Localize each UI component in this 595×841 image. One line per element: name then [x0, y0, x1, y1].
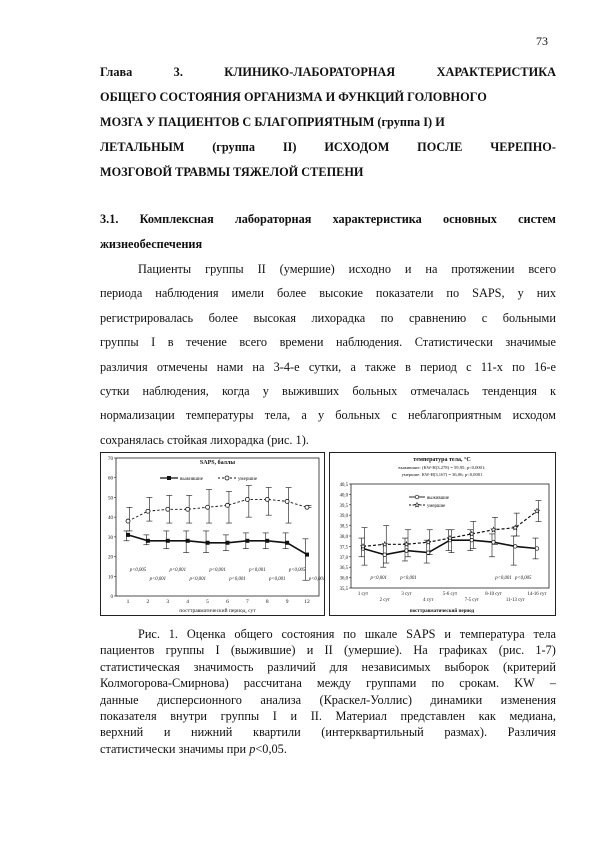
word: сутки	[100, 383, 130, 398]
word: динамики	[430, 692, 483, 707]
word: Материал	[335, 708, 387, 723]
p-value-label: p<0,001	[169, 568, 186, 573]
word: них	[536, 286, 556, 301]
y-tick-label: 39,0	[339, 514, 348, 520]
y-tick-label: 10	[108, 575, 113, 581]
word: с	[481, 310, 488, 325]
data-point	[265, 539, 269, 543]
text-line	[100, 207, 556, 232]
word: (умершие).	[343, 643, 403, 658]
p-value-label: p<0,001	[249, 568, 266, 573]
x-tick-label: 3 сут	[401, 592, 412, 597]
word: период	[420, 359, 457, 374]
plot-area	[116, 458, 319, 596]
y-tick-label: 37,5	[339, 545, 348, 551]
text-line	[100, 85, 556, 110]
text-line	[100, 110, 556, 135]
data-point	[126, 533, 130, 537]
word: графиках	[438, 643, 488, 658]
word: а	[350, 359, 356, 374]
legend-label: выжившие	[180, 477, 203, 482]
p-value-label: p<0,005	[288, 568, 306, 573]
data-point	[285, 499, 289, 503]
x-tick-label: 9	[285, 599, 289, 605]
data-point	[166, 539, 170, 543]
word: больными	[502, 310, 556, 325]
y-tick-label: 38,5	[339, 524, 348, 530]
x-tick-label: 4	[186, 599, 190, 605]
text-line	[100, 306, 556, 330]
word: больных	[335, 408, 381, 423]
kw-label: выжившие: (KW-H(3,278) = 59,95; p<0,0001;	[398, 465, 486, 470]
word: ХАРАКТЕРИСТИКА	[436, 65, 556, 79]
word: сравнению	[408, 310, 467, 325]
word: неблагоприятным	[408, 408, 502, 423]
data-point	[186, 539, 190, 543]
word: (критерий	[503, 659, 556, 674]
word: 1-7)	[535, 643, 556, 658]
data-point	[225, 541, 229, 545]
legend-label: умершие	[427, 504, 446, 509]
word: систем	[518, 212, 556, 226]
series-line	[128, 535, 307, 555]
series-line	[128, 499, 307, 521]
y-tick-label: 0	[110, 595, 113, 600]
word: основных	[442, 212, 497, 226]
word: характеристика	[332, 212, 422, 226]
word: по	[431, 676, 445, 691]
x-tick-label: 2 сут	[379, 598, 390, 603]
word: (Краскел-Уоллис)	[319, 692, 412, 707]
legend-label: умершие	[238, 477, 258, 482]
word: значимые	[505, 335, 556, 350]
word: SAPS	[406, 627, 436, 641]
word: группы	[100, 335, 139, 350]
data-point	[285, 541, 289, 545]
text-line	[100, 281, 556, 305]
data-point	[206, 541, 210, 545]
word: больных	[352, 383, 398, 398]
data-point	[166, 507, 170, 511]
word: как	[478, 708, 496, 723]
word: I	[215, 643, 220, 658]
y-tick-label: 35,5	[339, 587, 348, 592]
word: также	[365, 359, 396, 374]
word: (умершие)	[279, 262, 335, 276]
body-paragraph	[100, 257, 556, 452]
text-line	[100, 675, 556, 691]
figure-caption	[100, 626, 556, 757]
word: дисперсионного	[157, 692, 242, 707]
word: когда	[221, 383, 250, 398]
word: ИСХОДОМ	[324, 140, 390, 154]
data-point	[146, 509, 150, 513]
word: (группа	[212, 140, 256, 154]
word: состояния	[281, 627, 335, 641]
p-value-label: p<0,001	[495, 576, 512, 581]
y-tick-label: 38,0	[339, 535, 348, 540]
x-axis-label: посттравматический период	[409, 609, 475, 614]
y-tick-label: 50	[108, 496, 113, 502]
figure-1-svg	[100, 452, 556, 616]
p-value-label: p<0,001	[269, 577, 286, 582]
word: отмечены	[156, 359, 208, 374]
data-point	[305, 505, 309, 509]
y-tick-label: 70	[108, 457, 113, 462]
legend-marker	[415, 503, 420, 507]
word: общего	[234, 627, 273, 641]
y-tick-label: 20	[108, 555, 113, 561]
x-tick-label: 1 сут	[357, 592, 369, 597]
word: течение	[186, 335, 227, 350]
p-value-label: p<0,001	[370, 576, 387, 581]
word: сутки,	[308, 359, 342, 374]
word: времени	[279, 335, 324, 350]
word: всего	[528, 262, 556, 276]
legend-marker	[225, 476, 229, 480]
word: срокам.	[459, 676, 500, 691]
text-line	[100, 330, 556, 354]
text-line	[100, 741, 556, 757]
word: квартили	[252, 725, 301, 740]
word: нормализации	[100, 408, 175, 423]
word: МОЗГОВОЙ ТРАВМЫ ТЯЖЕЛОЙ СТЕПЕНИ	[100, 165, 364, 179]
data-point	[513, 545, 517, 549]
p-value-label: p<0,001	[189, 577, 206, 582]
word: на	[252, 359, 265, 374]
word: у	[262, 383, 269, 398]
word: выборок	[444, 659, 490, 674]
kw-label: умершие: KW-H(3,167) = 36,06; p<0,0001	[401, 472, 483, 477]
word: Комплексная	[139, 212, 214, 226]
word: протяжении	[451, 262, 515, 276]
text-line	[100, 160, 556, 185]
y-tick-label: 37,0	[339, 555, 348, 561]
word: Пациенты	[138, 262, 192, 276]
data-point	[245, 497, 249, 501]
word: у	[517, 286, 524, 301]
word: II)	[282, 140, 297, 154]
word: всего	[239, 335, 268, 350]
word: II	[324, 643, 333, 658]
x-tick-label: 11-13 сут	[505, 598, 525, 603]
word: и	[290, 708, 298, 723]
data-point	[265, 497, 269, 501]
p-value-label: p<0,001	[400, 576, 417, 581]
x-tick-label: 1	[126, 599, 130, 605]
x-tick-label: 3	[166, 599, 170, 605]
word: Рис.	[138, 627, 160, 641]
word: данные	[100, 692, 139, 707]
text-line	[100, 257, 556, 281]
word: Глава	[100, 65, 133, 79]
word: изменения	[500, 692, 556, 707]
word: исходно	[348, 262, 391, 276]
word: сохранялась стойкая лихорадка (рис. 1).	[100, 432, 309, 447]
y-tick-label: 40,5	[339, 483, 348, 488]
word: значимость	[193, 659, 254, 674]
word: группы	[220, 708, 260, 723]
word: для	[329, 659, 348, 674]
word: 1.	[168, 627, 179, 641]
data-point	[146, 539, 150, 543]
text-line	[100, 403, 556, 427]
word: Различия	[507, 725, 556, 740]
word: периода	[100, 286, 143, 301]
word: ОБЩЕГО СОСТОЯНИЯ ОРГАНИЗМА И ФУНКЦИЙ ГОЛОВНОГО	[100, 90, 487, 104]
word: анализа	[260, 692, 302, 707]
word: II	[257, 262, 266, 276]
data-point	[126, 519, 130, 523]
word: статистически значимы при p<0,05.	[100, 741, 287, 756]
word: рассчитана	[243, 676, 302, 691]
p-value-label: p<0,005	[129, 568, 147, 573]
word: показатели	[375, 286, 434, 301]
data-point	[245, 539, 249, 543]
legend-marker	[415, 495, 419, 499]
p-value-label: p<0,005	[515, 576, 532, 581]
word: регистрировалась	[100, 310, 194, 325]
legend-label: выжившие	[427, 496, 450, 501]
word: группы	[165, 643, 205, 658]
y-tick-label: 40,0	[339, 493, 348, 499]
x-tick-label: 5	[206, 599, 209, 605]
word: верхний	[100, 725, 144, 740]
word: к	[550, 383, 556, 398]
x-tick-label: 7-5 сут	[464, 598, 479, 603]
word: и	[306, 643, 314, 658]
p-value-label: p<0,001	[308, 577, 326, 582]
word: (выжившие)	[230, 643, 296, 658]
word: на	[425, 262, 438, 276]
word: II.	[310, 708, 322, 723]
word: высокие	[319, 286, 363, 301]
word: 3.	[173, 65, 183, 79]
word: по	[380, 310, 394, 325]
word: KW	[514, 676, 535, 691]
data-point	[186, 507, 190, 511]
text-line	[100, 724, 556, 740]
word: ЧЕРЕПНО-	[490, 140, 556, 154]
word: а	[301, 408, 307, 423]
word: наблюдения	[155, 286, 219, 301]
word: –	[549, 676, 556, 691]
word: 3.1.	[100, 212, 119, 226]
figure-1	[100, 452, 556, 621]
word: по	[343, 627, 357, 641]
y-tick-label: 39,5	[339, 503, 348, 509]
word: ЛЕТАЛЬНЫМ	[100, 140, 185, 154]
word: размах).	[444, 725, 488, 740]
word: статистическая	[100, 659, 180, 674]
data-point	[225, 503, 229, 507]
word: внутри	[170, 708, 207, 723]
word: группами	[366, 676, 417, 691]
x-tick-label: 7	[245, 599, 249, 605]
text-line	[100, 379, 556, 403]
x-tick-label: 12	[304, 599, 310, 605]
text-line	[100, 659, 556, 675]
legend-marker	[167, 476, 171, 480]
word: пациентов	[100, 643, 155, 658]
y-tick-label: 60	[108, 476, 113, 482]
x-tick-label: 8-10 сут	[485, 592, 502, 597]
word: (интерквартильный	[321, 725, 424, 740]
word: SAPS,	[472, 286, 505, 301]
chart-frame	[101, 453, 325, 616]
word: ПОСЛЕ	[417, 140, 463, 154]
word: между	[316, 676, 352, 691]
chart-title: температура тела, °C	[413, 457, 471, 463]
word: и	[404, 262, 412, 276]
word: 11-х	[480, 359, 503, 374]
word: температуры	[185, 408, 254, 423]
page-number: 73	[536, 34, 548, 48]
section-heading	[100, 207, 556, 257]
x-tick-label: 2	[146, 599, 150, 605]
word: МОЗГА У ПАЦИЕНТОВ С БЛАГОПРИЯТНЫМ (группа I) И	[100, 115, 445, 129]
word: в	[405, 359, 411, 374]
text-line	[100, 428, 556, 452]
word: по	[446, 286, 460, 301]
word: жизнеобеспечения	[100, 237, 203, 251]
word: (рис.	[498, 643, 525, 658]
p-value-label: p<0,001	[209, 568, 226, 573]
word: и	[163, 725, 171, 740]
text-line	[100, 642, 556, 658]
word: наблюдения,	[142, 383, 209, 398]
word: КЛИНИКО-ЛАБОРАТОРНАЯ	[224, 65, 396, 79]
text-line	[100, 60, 556, 85]
word: более	[276, 286, 307, 301]
word: нижний	[190, 725, 233, 740]
x-tick-label: 6	[226, 599, 229, 605]
data-point	[305, 553, 309, 557]
word: различия	[100, 359, 148, 374]
word: Оценка	[186, 627, 226, 641]
word: Статистически	[414, 335, 493, 350]
text-line	[100, 135, 556, 160]
word: группы	[205, 262, 244, 276]
data-point	[535, 547, 539, 551]
word: в	[167, 335, 174, 350]
chapter-title	[100, 60, 556, 185]
text-line	[100, 355, 556, 379]
word: лабораторная	[234, 212, 312, 226]
word: тела	[533, 627, 556, 641]
p-value-label: p<0,001	[149, 577, 167, 582]
text-line	[100, 626, 556, 642]
data-point	[206, 505, 210, 509]
x-tick-label: 14-16 сут	[527, 592, 547, 597]
y-tick-label: 40	[108, 516, 113, 522]
word: шкале	[364, 627, 398, 641]
y-tick-label: 30	[108, 535, 113, 541]
word: и	[444, 627, 451, 641]
word: лихорадка	[311, 310, 366, 325]
chart-title: SAPS, баллы	[199, 460, 236, 466]
word: медиана,	[509, 708, 556, 723]
word: с	[466, 359, 472, 374]
word: независимых	[361, 659, 431, 674]
word: исходом	[512, 408, 556, 423]
x-tick-label: 5-6 сут	[442, 592, 458, 597]
word: более	[208, 310, 238, 325]
word: высокая	[253, 310, 297, 325]
word: тела,	[264, 408, 291, 423]
word: I	[151, 335, 156, 350]
word: имели	[231, 286, 264, 301]
text-line	[100, 232, 556, 257]
word: по	[512, 359, 525, 374]
word: отмечалась	[410, 383, 470, 398]
x-axis-label: посттравматический период, сут	[179, 608, 256, 614]
word: показателя	[100, 708, 157, 723]
word: тенденция	[482, 383, 537, 398]
word: у	[318, 408, 325, 423]
y-tick-label: 36,5	[339, 566, 348, 572]
word: На	[413, 643, 428, 658]
word: с	[391, 408, 397, 423]
p-value-label: p<0,001	[229, 577, 246, 582]
word: наблюдения.	[335, 335, 403, 350]
text-line	[100, 708, 556, 724]
text-line	[100, 692, 556, 708]
y-tick-label: 36,0	[339, 576, 348, 582]
word: 16-е	[534, 359, 556, 374]
word: температура	[459, 627, 525, 641]
word: Колмогорова-Смирнова)	[100, 676, 229, 691]
word: 3-4-е	[273, 359, 300, 374]
word: выживших	[282, 383, 340, 398]
word: нами	[216, 359, 244, 374]
word: представлен	[400, 708, 466, 723]
word: I	[272, 708, 277, 723]
x-tick-label: 8	[265, 599, 269, 605]
word: различий	[267, 659, 316, 674]
x-tick-label: 4 сут	[423, 598, 434, 603]
